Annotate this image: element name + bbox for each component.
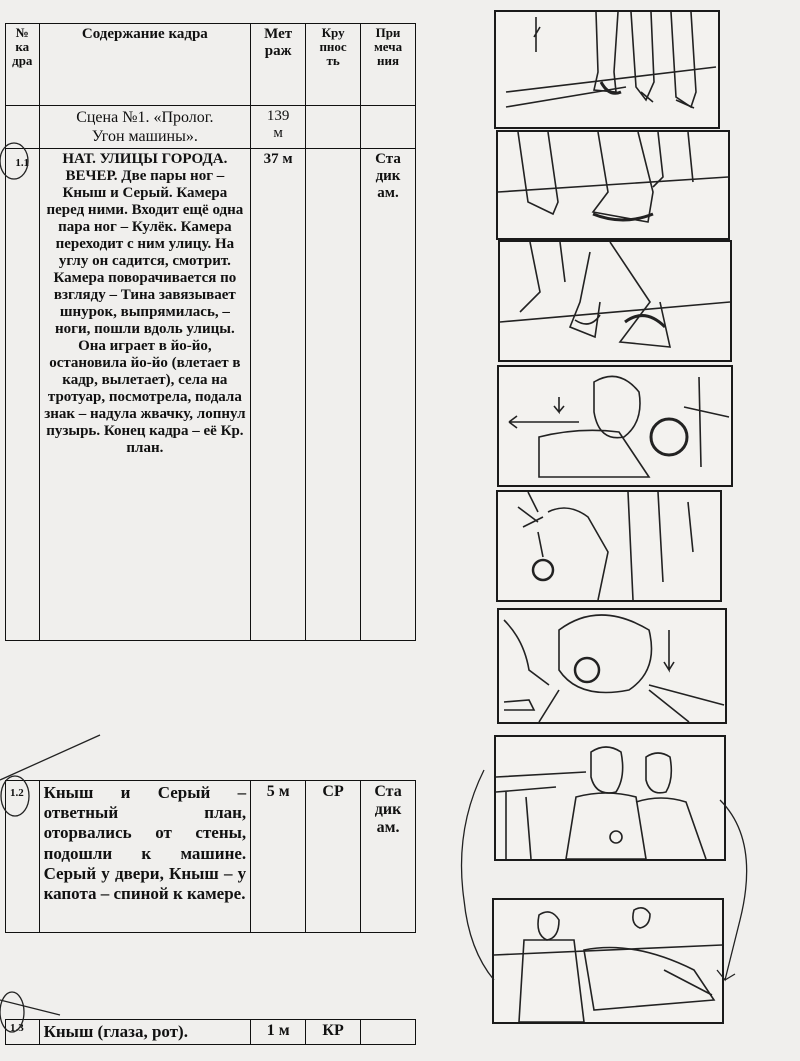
- shot-size: КР: [306, 1020, 361, 1045]
- storyboard-frame-feet-tying-lace: [498, 240, 732, 362]
- storyboard-frame-legs-closeup: [496, 130, 730, 240]
- shot-description: Кныш (глаза, рот).: [39, 1020, 251, 1045]
- storyboard-frame-legs-walking: [494, 10, 720, 129]
- shot-note: Ста дик ам.: [361, 781, 416, 933]
- shot-note: Ста дик ам.: [361, 149, 416, 641]
- header-size: Кру пнос ть: [306, 24, 361, 106]
- shot-description: Кныш и Серый – ответный план, оторвались от стены, подошли к машине. Серый у двери, Кныш – у капота – спиной к камере.: [39, 781, 251, 933]
- header-table: [5, 23, 416, 641]
- shot-size: [306, 149, 361, 641]
- shot-size: СР: [306, 781, 361, 933]
- header-length: Мет раж: [251, 24, 306, 106]
- shot-number: 1.1: [6, 149, 40, 641]
- storyboard-frame-hand-yoyo: [496, 490, 722, 602]
- shot-number: 1.3: [6, 1020, 40, 1045]
- shot-description: НАТ. УЛИЦЫ ГОРОДА. ВЕЧЕР. Две пары ног – Кныш и Серый. Камера перед ними. Входит ещё одна пара ног – Кулёк. Камера переходит с ним улицу. На углу он садится, смотрит. Камера поворачивается по взгляду – Тина завязывает шнурок, выпрямилась, – ноги, пошли вдоль улицы. Она играет в йо-йо, остановила йо-йо (влетает в кадр, вылетает), села на тротуар, посмотрела, подала знак – надула жвачку, лопнул пузырь. Конец кадра – её Кр. план.: [39, 149, 251, 641]
- scene-length: 139 м: [251, 106, 306, 149]
- header-frame-number: № ка дра: [6, 24, 40, 106]
- shot-length: 5 м: [251, 781, 306, 933]
- header-notes: При меча ния: [361, 24, 416, 106]
- shot-length: 37 м: [251, 149, 306, 641]
- shot-number: 1.2: [6, 781, 40, 933]
- scene-title: Сцена №1. «Пролог. Угон машины».: [39, 106, 251, 149]
- shot-table-2: [5, 780, 416, 933]
- shot-note: [361, 1020, 416, 1045]
- storyboard-frame-girl-bubble-gum: [497, 608, 727, 724]
- header-content: Содержание кадра: [39, 24, 251, 106]
- shot-table-3: [5, 1019, 416, 1045]
- storyboard-frame-men-at-car: [492, 898, 724, 1024]
- shot-length: 1 м: [251, 1020, 306, 1045]
- storyboard-frame-girl-with-yoyo: [497, 365, 733, 487]
- storyboard-frame-two-men-faces: [494, 735, 726, 861]
